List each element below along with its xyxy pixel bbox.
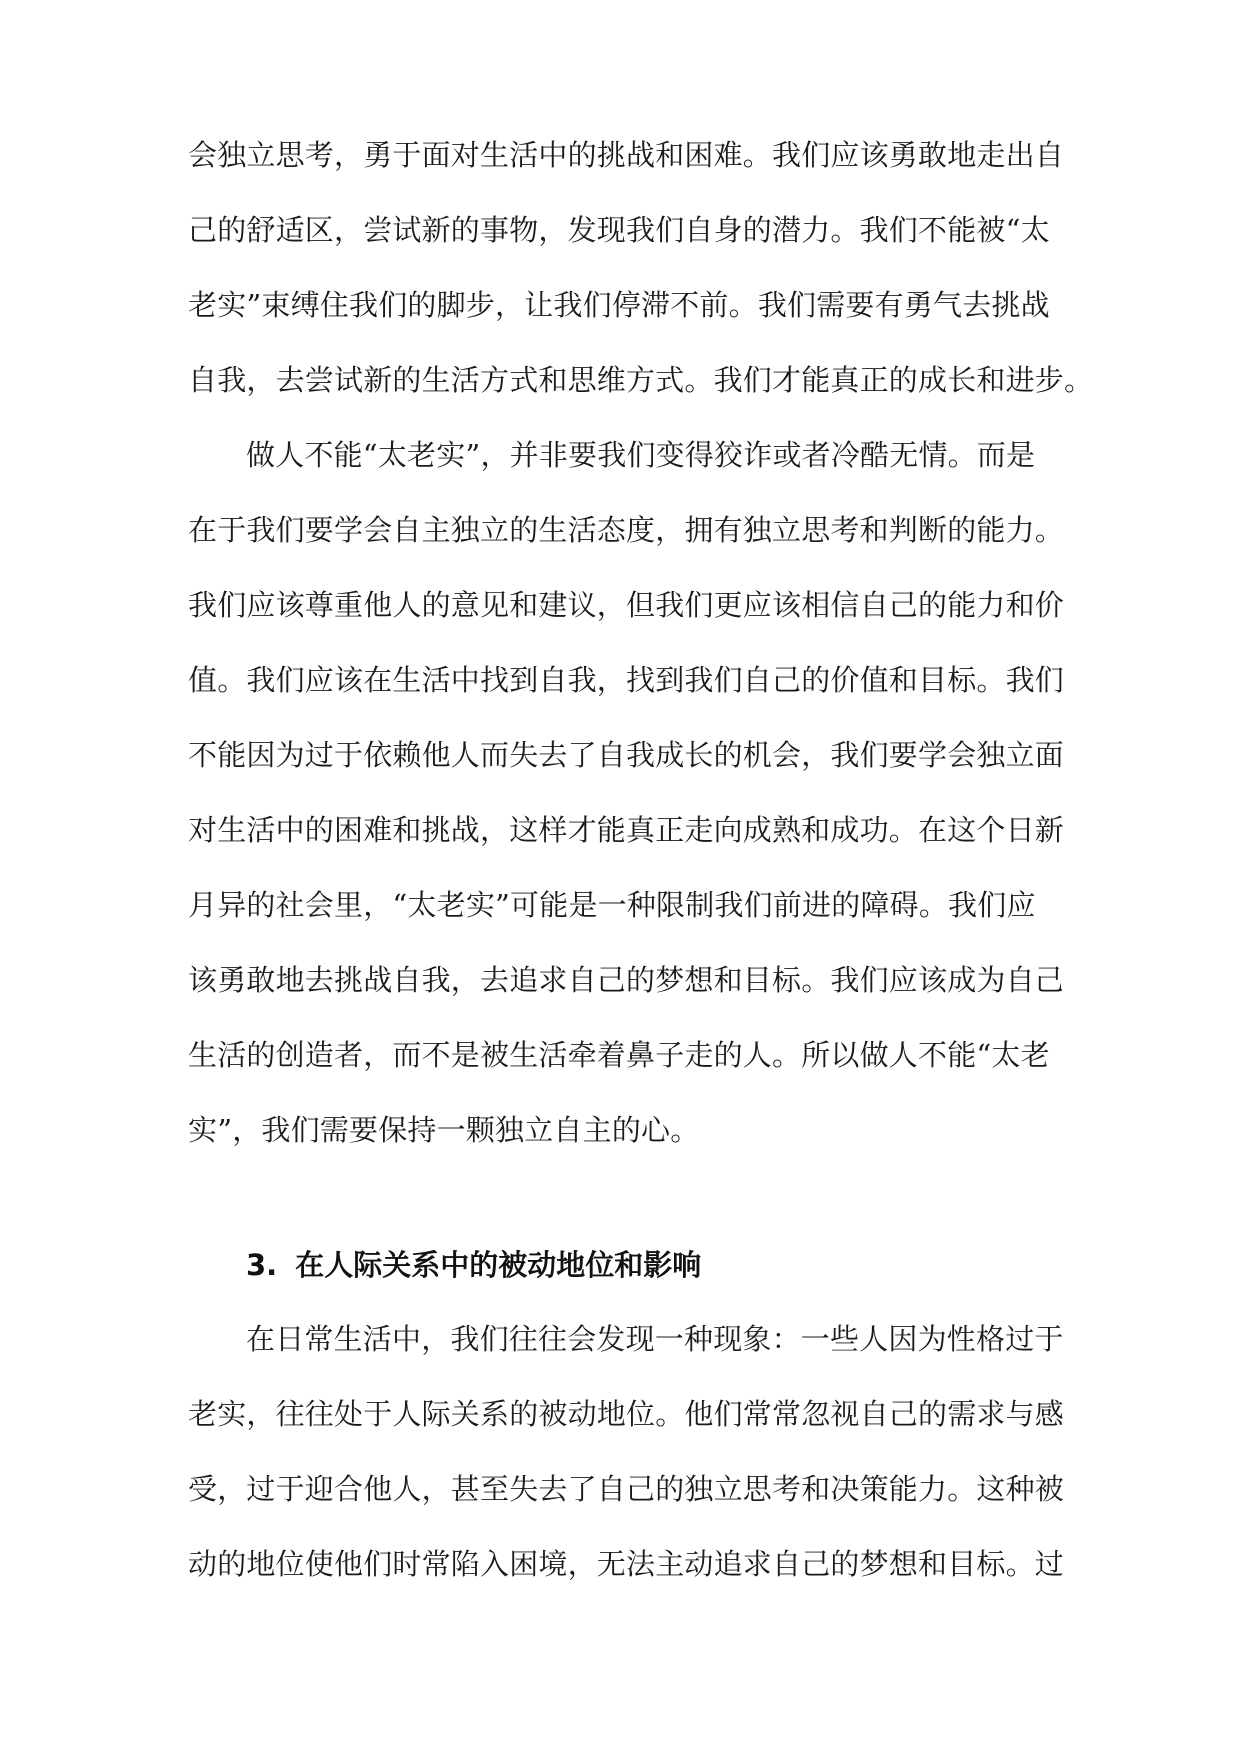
paragraph-block-1 [188, 118, 1094, 1168]
text-line: 生活的创造者，而不是被生活牵着鼻子走的人。所以做人不能“太老 [188, 1038, 1050, 1072]
text-line: 我们应该尊重他人的意见和建议，但我们更应该相信自己的能力和价 [188, 588, 1065, 622]
text-line: 自我，去尝试新的生活方式和思维方式。我们才能真正的成长和进步。 [188, 363, 1094, 397]
text-line: 受，过于迎合他人，甚至失去了自己的独立思考和决策能力。这种被 [188, 1472, 1065, 1506]
text-line: 老实”束缚住我们的脚步，让我们停滞不前。我们需要有勇气去挑战 [188, 288, 1050, 322]
text-line: 动的地位使他们时常陷入困境，无法主动追求自己的梦想和目标。过 [188, 1547, 1065, 1581]
text-line: 月异的社会里，“太老实”可能是一种限制我们前进的障碍。我们应 [188, 888, 1036, 922]
text-line: 在于我们要学会自主独立的生活态度，拥有独立思考和判断的能力。 [188, 513, 1065, 547]
text-line: 会独立思考，勇于面对生活中的挑战和困难。我们应该勇敢地走出自 [188, 138, 1065, 172]
section-heading [246, 1245, 701, 1285]
text-line: 己的舒适区，尝试新的事物，发现我们自身的潜力。我们不能被“太 [188, 213, 1050, 247]
text-line: 值。我们应该在生活中找到自我，找到我们自己的价值和目标。我们 [188, 663, 1065, 697]
text-line: 该勇敢地去挑战自我，去追求自己的梦想和目标。我们应该成为自己 [188, 963, 1065, 997]
text-line: 做人不能“太老实”，并非要我们变得狡诈或者冷酷无情。而是 [246, 438, 1036, 472]
section-number: 3. [246, 1248, 278, 1282]
text-line: 老实，往往处于人际关系的被动地位。他们常常忽视自己的需求与感 [188, 1397, 1065, 1431]
section-title: 在人际关系中的被动地位和影响 [295, 1248, 702, 1282]
text-line: 实”，我们需要保持一颗独立自主的心。 [188, 1113, 700, 1147]
text-line: 对生活中的困难和挑战，这样才能真正走向成熟和成功。在这个日新 [188, 813, 1065, 847]
paragraph-block-2 [188, 1302, 1065, 1602]
text-line: 在日常生活中，我们往往会发现一种现象：一些人因为性格过于 [246, 1322, 1064, 1356]
text-line: 不能因为过于依赖他人而失去了自我成长的机会，我们要学会独立面 [188, 738, 1065, 772]
